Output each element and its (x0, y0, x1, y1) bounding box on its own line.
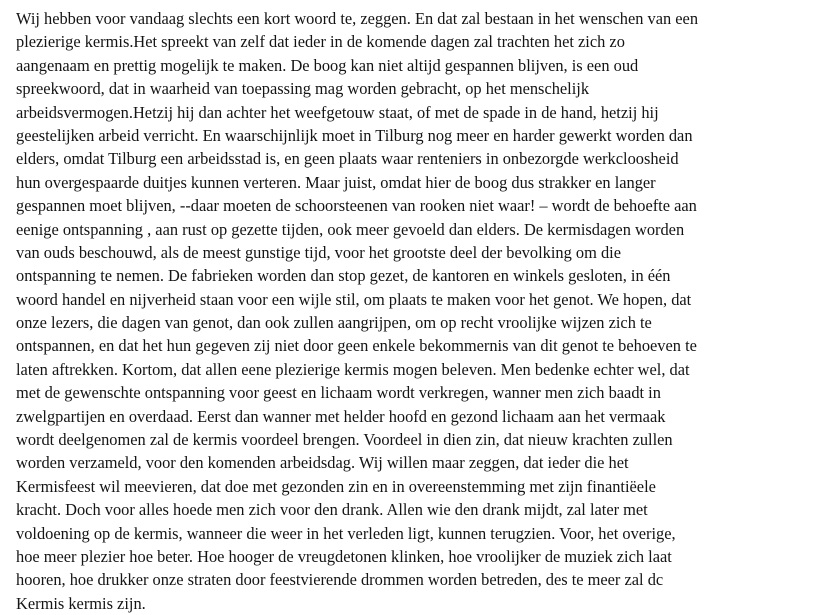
text-line: kracht. Doch voor alles hoede men zich voor den drank. Allen wie den drank mijdt, zal later met (16, 500, 648, 520)
text-line: ontspanning te nemen. De fabrieken worden dan stop gezet, de kantoren en winkels gesloten, in één (16, 266, 671, 286)
text-line: voldoening op de kermis, wanneer die weer in het verleden ligt, kunnen terugzien. Voor, het overige, (16, 523, 676, 543)
text-line: plezierige kermis.Het spreekt van zelf dat ieder in de komende dagen zal trachten het zich zo (16, 32, 625, 52)
text-line: laten aftrekken. Kortom, dat allen eene plezierige kermis mogen beleven. Men bedenke echter wel, dat (16, 359, 690, 379)
text-line: ontspannen, en dat het hun gegeven zij niet door geen enkele bekommernis van dit genot te behoeven te (16, 336, 697, 356)
text-line: hoe meer plezier hoe beter. Hoe hooger de vreugdetonen klinken, hoe vroolijker de muziek zich laat (16, 546, 672, 566)
text-line: aangenaam en prettig mogelijk te maken. De boog kan niet altijd gespannen blijven, is een oud (16, 55, 639, 75)
article-text (16, 7, 816, 615)
text-line: elders, omdat Tilburg een arbeidsstad is, en geen plaats waar renteniers in onbezorgde werkcloosheid (16, 149, 679, 169)
text-line: Kermisfeest wil meevieren, dat doe met gezonden zin en in overeenstemming met zijn finantiëele (16, 476, 656, 496)
text-line: met de gewenschte ontspanning voor geest en lichaam wordt verkregen, wanner men zich baadt in (16, 383, 661, 403)
text-line: onze lezers, die dagen van genot, dan ook zullen aangrijpen, om op recht vroolijke wijzen zich te (16, 313, 652, 333)
text-line: gespannen moet blijven, --daar moeten de schoorsteenen van rooken niet waar! – wordt de behoefte aan (16, 196, 697, 216)
text-line: Kermis kermis zijn. (16, 593, 146, 613)
text-line: woord handel en nijverheid staan voor een wijle stil, om plaats te maken voor het genot. We hopen, dat (16, 289, 692, 309)
text-line: Wij hebben voor vandaag slechts een kort woord te, zeggen. En dat zal bestaan in het wenschen van een (16, 9, 699, 28)
text-line: worden verzameld, voor den komenden arbeidsdag. Wij willen maar zeggen, dat ieder die het (16, 453, 629, 473)
text-line: geestelijken arbeid verricht. En waarschijnlijk moet in Tilburg nog meer en harder gewerkt worden dan (16, 125, 693, 145)
text-line: arbeidsvermogen.Hetzij hij dan achter het weefgetouw staat, of met de spade in de hand, hetzij hij (16, 102, 659, 122)
text-line: van ouds beschouwd, als de meest gunstige tijd, voor het grootste deel der bevolking om die (16, 242, 621, 262)
text-line: spreekwoord, dat in waarheid van toepassing mag worden gebracht, op het menschelijk (16, 79, 590, 99)
text-line: hooren, hoe drukker onze straten door feestvierende drommen worden betreden, des te meer zal dc (16, 570, 664, 590)
text-line: hun overgespaarde duitjes kunnen verteren. Maar juist, omdat hier de boog dus strakker en langer (16, 172, 656, 192)
text-line: eenige ontspanning , aan rust op gezette tijden, ook meer gevoeld dan elders. De kermisdagen worden (16, 219, 685, 239)
text-line: zwelgpartijen en overdaad. Eerst dan wanner met helder hoofd en gezond lichaam aan het vermaak (16, 406, 666, 426)
text-line: wordt deelgenomen zal de kermis voordeel brengen. Voordeel in dien zin, dat nieuw krachten zullen (16, 430, 673, 450)
